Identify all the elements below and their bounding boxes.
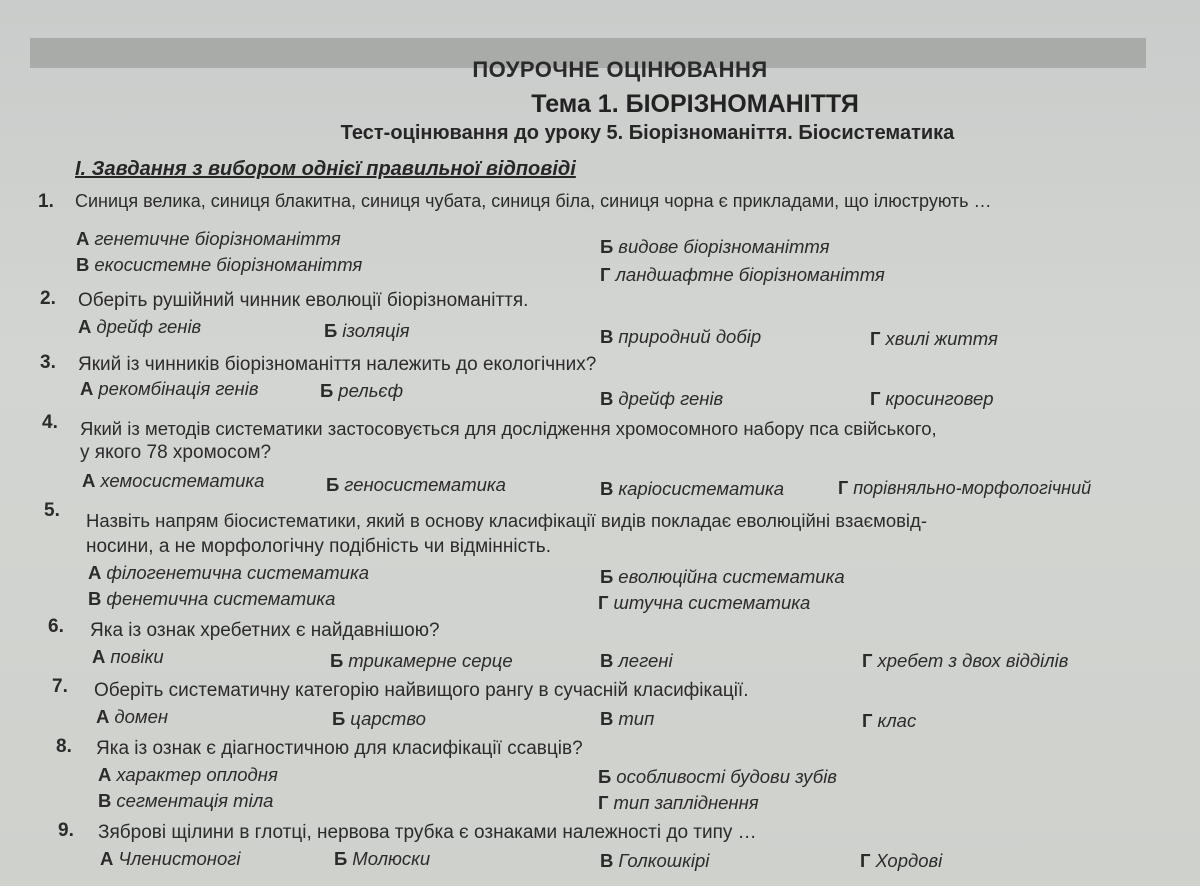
- option-letter: Г: [598, 792, 609, 813]
- option-text: Хордові: [875, 850, 943, 871]
- option-letter: В: [600, 388, 614, 409]
- option-letter: Б: [330, 650, 344, 671]
- option-letter: Г: [600, 264, 611, 285]
- option-v: [98, 790, 273, 812]
- question-number: 7.: [52, 676, 68, 697]
- option-letter: В: [600, 478, 614, 499]
- option-letter: А: [100, 848, 114, 869]
- option-letter: В: [98, 790, 112, 811]
- option-b: [598, 766, 837, 788]
- option-text: Голкошкірі: [618, 850, 710, 871]
- option-text: фенетична систематика: [106, 588, 336, 609]
- option-text: природний добір: [618, 326, 762, 347]
- option-letter: В: [76, 254, 90, 275]
- option-letter: А: [82, 470, 96, 491]
- option-letter: В: [88, 588, 102, 609]
- option-text: сегментація тіла: [116, 790, 274, 811]
- option-b: [320, 380, 403, 402]
- question-number: 9.: [58, 820, 74, 841]
- option-text: хвилі життя: [885, 328, 998, 349]
- option-v: [600, 478, 784, 500]
- option-letter: Г: [862, 650, 873, 671]
- option-text: Членистоногі: [118, 848, 241, 869]
- option-text: хемосистематика: [100, 470, 265, 491]
- option-letter: Б: [334, 848, 348, 869]
- option-text: кросинговер: [885, 388, 994, 409]
- option-text: тип: [618, 708, 655, 729]
- option-text: характер оплодня: [116, 764, 278, 785]
- question-text: Зяброві щілини в глотці, нервова трубка є ознаками належності до типу …: [98, 822, 757, 843]
- option-text: царство: [350, 708, 426, 729]
- option-b: [330, 650, 513, 672]
- option-letter: Б: [320, 380, 334, 401]
- question-text: Яка із ознак є діагностичною для класифікації ссавців?: [96, 738, 583, 759]
- option-text: геносистематика: [344, 474, 506, 495]
- option-g: [598, 592, 810, 614]
- option-letter: Г: [860, 850, 871, 871]
- question-number: 8.: [56, 736, 72, 757]
- option-text: каріосистематика: [618, 478, 785, 499]
- question-number: 6.: [48, 616, 64, 637]
- option-text: ізоляція: [342, 320, 410, 341]
- option-a: [92, 646, 164, 668]
- option-text: тип запліднення: [613, 792, 759, 813]
- question-number: 2.: [40, 288, 56, 309]
- option-text: легені: [618, 650, 673, 671]
- option-v: [600, 388, 723, 410]
- option-a: [76, 228, 341, 250]
- option-g: [862, 650, 1068, 672]
- option-b: [334, 848, 430, 870]
- question-text: Назвіть напрям біосистематики, який в основу класифікації видів покладає еволюційні взаємовід-: [86, 510, 928, 531]
- question-text: Який із чинників біорізноманіття належить до екологічних?: [78, 354, 597, 375]
- option-text: особливості будови зубів: [616, 766, 837, 787]
- option-letter: А: [78, 316, 92, 337]
- option-text: штучна систематика: [613, 592, 811, 613]
- option-g: [862, 710, 916, 732]
- topic-title: Тема 1. БІОРІЗНОМАНІТТЯ: [531, 90, 859, 118]
- option-text: еволюційна систематика: [618, 566, 845, 587]
- test-subtitle: Тест-оцінювання до уроку 5. Біорізноманіття. Біосистематика: [340, 122, 955, 144]
- question-text: Синиця велика, синиця блакитна, синиця чубата, синиця біла, синиця чорна є прикладами, що ілюструють …: [75, 191, 992, 211]
- option-letter: А: [80, 378, 94, 399]
- option-letter: Г: [838, 478, 849, 498]
- option-v: [600, 326, 761, 348]
- option-letter: А: [92, 646, 106, 667]
- option-letter: А: [88, 562, 102, 583]
- option-text: Молюски: [352, 848, 431, 869]
- option-letter: Г: [598, 592, 609, 613]
- option-text: ландшафтне біорізноманіття: [615, 264, 885, 285]
- option-a: [78, 316, 201, 338]
- question-text: Який із методів систематики застосовується для дослідження хромосомного набору пса свійського,: [80, 418, 937, 439]
- option-text: рельєф: [338, 380, 404, 401]
- option-letter: А: [98, 764, 112, 785]
- option-g: [870, 388, 994, 410]
- option-letter: Б: [598, 766, 612, 787]
- option-g: [860, 850, 942, 872]
- option-letter: А: [96, 706, 110, 727]
- option-a: [82, 470, 264, 492]
- option-a: [98, 764, 278, 786]
- option-letter: Б: [326, 474, 340, 495]
- option-text: хребет з двох відділів: [877, 650, 1069, 671]
- option-v: [600, 850, 709, 872]
- option-letter: Б: [600, 566, 614, 587]
- option-b: [326, 474, 506, 496]
- option-text: клас: [877, 710, 917, 731]
- question-text: Яка із ознак хребетних є найдавнішою?: [90, 620, 440, 641]
- page-header-title: ПОУРОЧНЕ ОЦІНЮВАННЯ: [472, 57, 768, 82]
- option-g: [598, 792, 759, 814]
- option-b: [600, 566, 845, 588]
- section-title: I. Завдання з вибором однієї правильної відповіді: [75, 158, 576, 180]
- option-text: повіки: [110, 646, 164, 667]
- option-v: [600, 708, 654, 730]
- option-letter: Б: [324, 320, 338, 341]
- option-v: [88, 588, 335, 610]
- option-text: видове біорізноманіття: [618, 236, 830, 257]
- option-v: [76, 254, 362, 276]
- option-g: [838, 478, 1091, 499]
- option-text: домен: [114, 706, 169, 727]
- option-b: [332, 708, 426, 730]
- option-g: [870, 328, 998, 350]
- question-number: 1.: [38, 191, 54, 212]
- question-text-cont: носини, а не морфологічну подібність чи відмінність.: [86, 536, 551, 557]
- option-text: філогенетична систематика: [106, 562, 369, 583]
- question-text: Оберіть рушійний чинник еволюції біорізноманіття.: [78, 290, 529, 311]
- option-letter: Б: [332, 708, 346, 729]
- option-text: порівняльно-морфологічний: [853, 478, 1092, 498]
- option-letter: В: [600, 650, 614, 671]
- option-text: екосистемне біорізноманіття: [94, 254, 363, 275]
- option-a: [100, 848, 240, 870]
- option-letter: Г: [870, 388, 881, 409]
- option-a: [80, 378, 259, 400]
- question-text-cont: у якого 78 хромосом?: [80, 442, 272, 463]
- option-g: [600, 264, 885, 286]
- option-letter: В: [600, 708, 614, 729]
- option-text: генетичне біорізноманіття: [94, 228, 341, 249]
- option-letter: Г: [862, 710, 873, 731]
- option-text: дрейф генів: [96, 316, 202, 337]
- option-text: рекомбінація генів: [98, 378, 259, 399]
- question-text: Оберіть систематичну категорію найвищого рангу в сучасній класифікації.: [94, 680, 749, 701]
- question-number: 3.: [40, 352, 56, 373]
- option-a: [88, 562, 369, 584]
- question-number: 5.: [44, 500, 60, 521]
- question-number: 4.: [42, 412, 58, 433]
- option-v: [600, 650, 673, 672]
- option-text: трикамерне серце: [348, 650, 513, 671]
- option-b: [324, 320, 410, 342]
- option-text: дрейф генів: [618, 388, 724, 409]
- option-letter: В: [600, 326, 614, 347]
- option-letter: А: [76, 228, 90, 249]
- option-letter: Б: [600, 236, 614, 257]
- option-letter: В: [600, 850, 614, 871]
- option-a: [96, 706, 168, 728]
- option-letter: Г: [870, 328, 881, 349]
- option-b: [600, 236, 829, 258]
